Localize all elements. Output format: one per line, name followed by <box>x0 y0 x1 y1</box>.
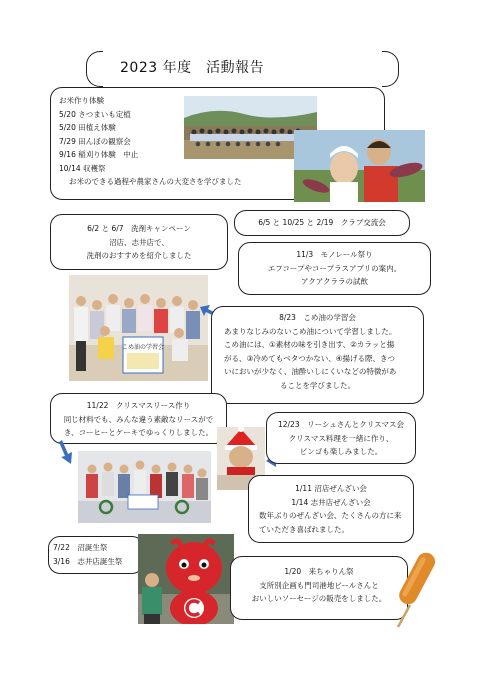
rice-oil-line: がる、③冷めてもベタつかない、④揚げる際、きつ <box>224 353 395 363</box>
rice-summary: お米のできる過程や農家さんの大変さを学びました <box>69 177 242 186</box>
monorail-line: エフコープやコープラスアプリの案内。 <box>267 263 402 273</box>
rice-item: 10/14 収穫祭 <box>59 163 106 173</box>
rice-item: 5/20 田植え体験 <box>59 123 116 132</box>
sausage-festival-box <box>230 556 408 620</box>
christmas-party-box <box>266 412 416 464</box>
club-exchange-box <box>234 210 410 236</box>
wreath-line: 同じ材料でも、みんな違う素敵なリースがで <box>63 414 214 424</box>
rice-item: 5/20 さつまいも定植 <box>59 109 131 119</box>
detergent-line: 沼店、志井店で、 <box>109 237 169 247</box>
wreath-line: 11/22 クリスマスリース作り <box>86 401 191 410</box>
sausage-line: 支所別企画も門司港地ビールさんと <box>259 580 379 590</box>
detergent-line: 洗剤のおすすめを紹介しました <box>86 251 192 260</box>
lisa-line: クリスマス料理を一緒に作り、 <box>288 433 394 443</box>
sausage-line: 1/20 来ちゃりん祭 <box>284 567 354 576</box>
title-bracket-left <box>86 51 103 87</box>
wreath-group-photo <box>78 451 211 523</box>
rice-item: 7/29 田んぼの観察会 <box>59 136 131 146</box>
arrow-to-wreath-photo-icon <box>58 440 76 464</box>
store-birthday-box <box>48 536 144 574</box>
club-text: 6/5 と 10/25 と 2/19 クラブ交流会 <box>258 218 386 227</box>
detergent-line: 6/2 と 6/7 洗剤キャンペーン <box>87 224 191 233</box>
birthday-line: 7/22 沼誕生祭 <box>53 543 108 552</box>
zenzai-line: 1/14 志井店ぜんざい会 <box>291 497 371 507</box>
sweet-potato-kids-photo <box>294 130 425 202</box>
rice-oil-study-box <box>211 306 424 404</box>
lisa-line: 12/23 リーシュさんとクリスマス会 <box>277 420 404 429</box>
zenzai-party-box <box>248 475 414 543</box>
zenzai-line: 数年ぶりのぜんざい会、たくさんの方に来 <box>259 511 402 520</box>
rice-oil-line: こめ油には、①素材の味を引き出す、②カラッと揚 <box>224 340 395 349</box>
rice-oil-board-text: こめ油の学習会 <box>121 344 165 351</box>
rice-heading: お米作り体験 <box>59 96 104 105</box>
sausage-line: おいしいソーセージの販売をしました。 <box>251 594 387 603</box>
rice-oil-line: あまりなじみのないこめ油について学習しました。 <box>224 326 397 336</box>
rice-oil-heading: 8/23 こめ油の学習会 <box>279 313 356 322</box>
page-title: 2023 年度 活動報告 <box>120 60 265 76</box>
rice-item: 9/16 稲刈り体験 中止 <box>59 150 139 159</box>
rice-oil-group-photo <box>69 275 208 381</box>
detergent-campaign-box <box>50 214 228 270</box>
mascot-photo <box>138 534 234 624</box>
rice-oil-line: いにおいが少なく、油酔いしにくいなどの特徴があ <box>224 367 397 376</box>
zenzai-line: 1/11 沼店ぜんざい会 <box>295 484 367 493</box>
corn-dog-icon <box>386 547 436 629</box>
wreath-line: き、コーヒーとケーキでゆっくりしました。 <box>63 428 214 437</box>
birthday-line: 3/16 志井店誕生祭 <box>53 556 123 566</box>
christmas-wreath-box <box>50 393 227 444</box>
monorail-line: 11/3 モノレール祭り <box>296 250 373 259</box>
rice-oil-line: ることを学びました。 <box>280 380 355 390</box>
monorail-line: アクアクララの試飲 <box>300 277 369 286</box>
zenzai-line: ていただき喜ばれました。 <box>259 524 349 534</box>
title-bracket-right <box>382 51 399 87</box>
lisa-line: ビンゴも楽しみました。 <box>299 447 383 456</box>
monorail-festival-box <box>238 242 431 295</box>
